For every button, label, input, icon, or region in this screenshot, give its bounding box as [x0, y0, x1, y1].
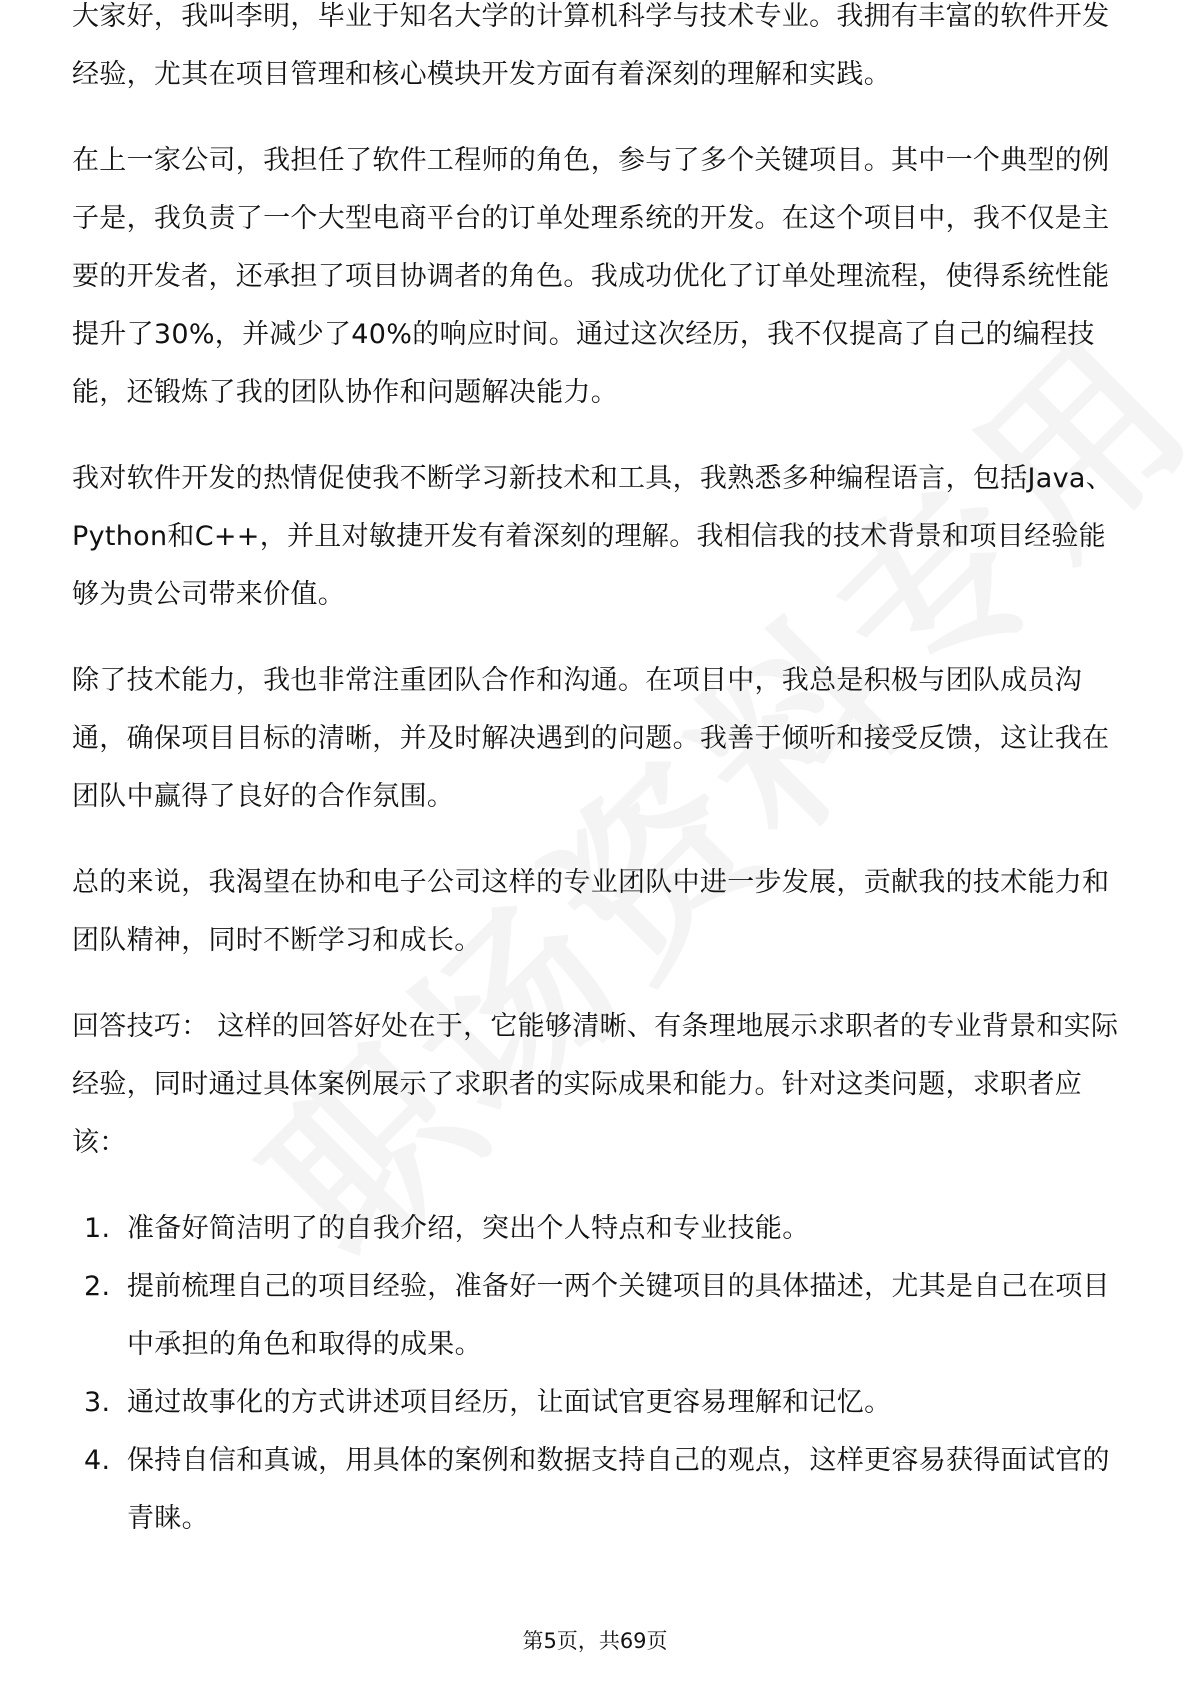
paragraph-intro: 大家好，我叫李明，毕业于知名大学的计算机科学与技术专业。我拥有丰富的软件开发经验，尤其在项目管理和核心模块开发方面有着深刻的理解和实践。 — [72, 1, 1110, 90]
list-text: 准备好简洁明了的自我介绍，突出个人特点和专业技能。 — [127, 1213, 810, 1244]
list-item — [72, 1432, 1122, 1548]
page-footer — [0, 1625, 1190, 1655]
list-item — [72, 1258, 1122, 1374]
paragraph-skills: 我对软件开发的热情促使我不断学习新技术和工具，我熟悉多种编程语言，包括Java、Python和C++，并且对敏捷开发有着深刻的理解。我相信我的技术背景和项目经验能够为贵公司带来价值。 — [72, 463, 1114, 610]
list-text: 保持自信和真诚，用具体的案例和数据支持自己的观点，这样更容易获得面试官的青睐。 — [127, 1445, 1110, 1534]
list-number: 4. — [84, 1445, 111, 1476]
list-item — [72, 1374, 1122, 1432]
list-item — [72, 1200, 1122, 1258]
tips-list — [72, 1200, 1122, 1548]
document-body — [72, 1, 1122, 1548]
list-number: 2. — [84, 1271, 111, 1302]
list-number: 3. — [84, 1387, 111, 1418]
page-number: 第5页，共69页 — [522, 1629, 668, 1653]
paragraph-experience: 在上一家公司，我担任了软件工程师的角色，参与了多个关键项目。其中一个典型的例子是，我负责了一个大型电商平台的订单处理系统的开发。在这个项目中，我不仅是主要的开发者，还承担了项目协调者的角色。我成功优化了订单处理流程，使得系统性能提升了30%，并减少了40%的响应时间。通过这次经历，我不仅提高了自己的编程技能，还锻炼了我的团队协作和问题解决能力。 — [72, 145, 1110, 408]
paragraph-summary: 总的来说，我渴望在协和电子公司这样的专业团队中进一步发展，贡献我的技术能力和团队精神，同时不断学习和成长。 — [72, 867, 1110, 956]
paragraph-answer-tips: 回答技巧： 这样的回答好处在于，它能够清晰、有条理地展示求职者的专业背景和实际经验，同时通过具体案例展示了求职者的实际成果和能力。针对这类问题，求职者应该： — [72, 1011, 1119, 1158]
list-text: 提前梳理自己的项目经验，准备好一两个关键项目的具体描述，尤其是自己在项目中承担的角色和取得的成果。 — [127, 1271, 1110, 1360]
paragraph-teamwork: 除了技术能力，我也非常注重团队合作和沟通。在项目中，我总是积极与团队成员沟通，确保项目目标的清晰，并及时解决遇到的问题。我善于倾听和接受反馈，这让我在团队中赢得了良好的合作氛围。 — [72, 665, 1110, 812]
list-number: 1. — [84, 1213, 111, 1244]
list-text: 通过故事化的方式讲述项目经历，让面试官更容易理解和记忆。 — [127, 1387, 892, 1418]
